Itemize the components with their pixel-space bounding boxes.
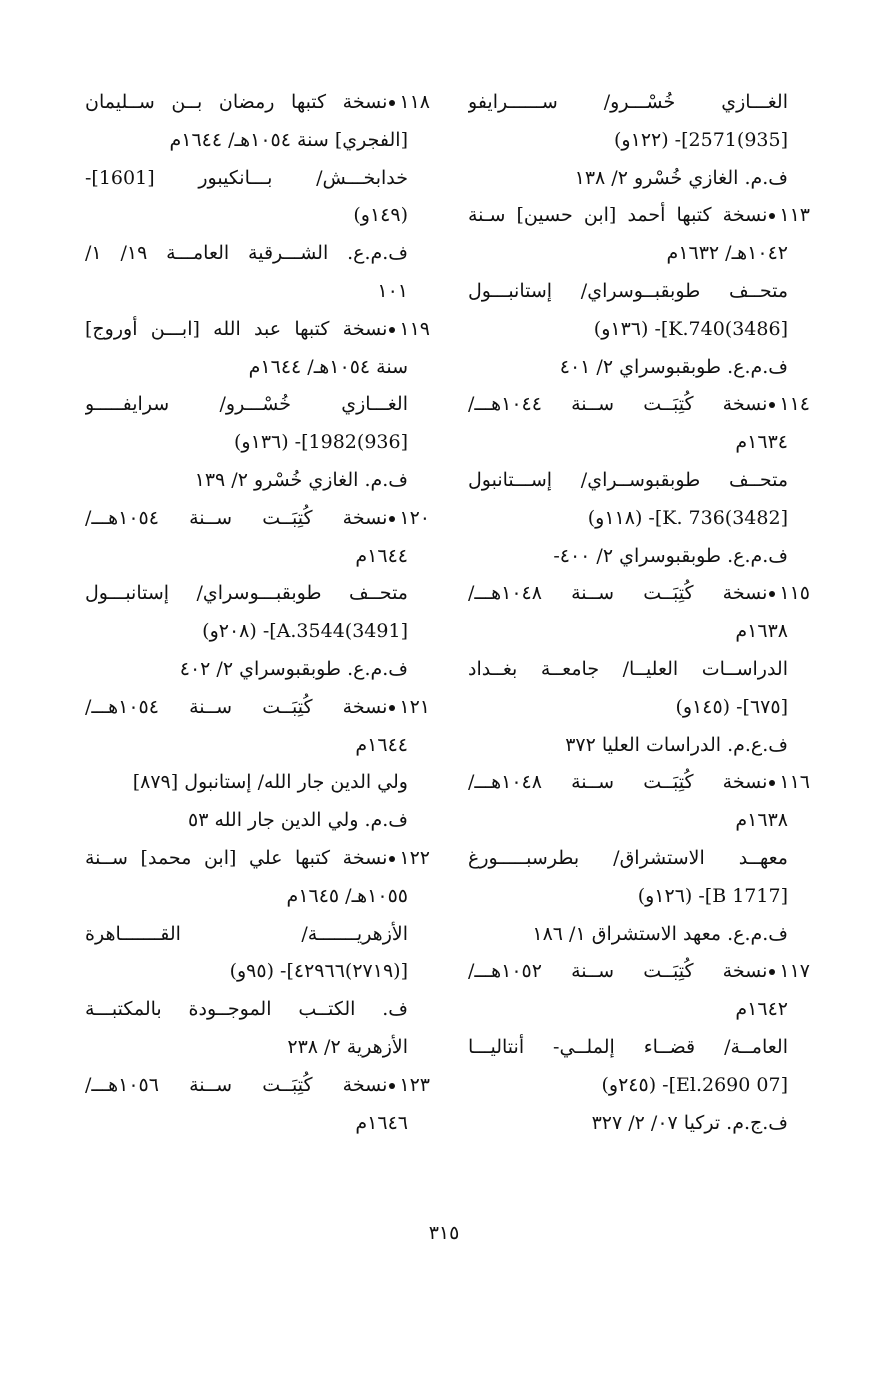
entry-line bbox=[468, 235, 810, 273]
entry-line bbox=[85, 727, 430, 765]
bullet-icon bbox=[389, 705, 395, 711]
entry-text: ١٦٤٢م bbox=[735, 998, 788, 1021]
entry-text: نسخة كُتِبَــت ســنة ١٠٥٤هـــ/ bbox=[85, 506, 388, 529]
entry-text: نسخة كُتِبَــت ســنة ١٠٥٦هـــ/ bbox=[85, 1073, 388, 1096]
bullet-icon bbox=[769, 402, 775, 408]
entry-start-line bbox=[468, 575, 810, 613]
entry-number: ١١٩ bbox=[399, 317, 430, 340]
entry-text: ف.م.ع. معهد الاستشراق ١/ ١٨٦ bbox=[532, 922, 788, 945]
entry-line bbox=[468, 273, 810, 311]
entry-text: نسخة كتبها علي [ابن محمد] ســنة bbox=[85, 846, 388, 869]
bullet-icon bbox=[389, 856, 395, 862]
entry-text: [3491)A.3544]- (٢٠٨و) bbox=[202, 620, 408, 643]
entry-text: ١٦٤٤م bbox=[355, 733, 408, 756]
entry-text: [3486)K.740]- (١٣٦و) bbox=[593, 317, 788, 340]
entry-text: نسخة كُتِبَــت ســنة ١٠٤٤هـــ/ bbox=[468, 393, 768, 416]
entry-text: نسخة كُتِبَــت ســنة ١٠٥٤هـــ/ bbox=[85, 695, 388, 718]
bullet-icon bbox=[769, 780, 775, 786]
entry-text: الدراســات العليــا/ جامعــة بغــداد bbox=[468, 657, 788, 680]
bullet-icon bbox=[389, 516, 395, 522]
entry-start-line bbox=[468, 764, 810, 802]
entry-line bbox=[468, 462, 810, 500]
entry-text: العامــة/ قضــاء إلملــي- أنتاليـــا bbox=[468, 1035, 788, 1058]
entry-line bbox=[468, 840, 810, 878]
entry-text: [935)2571]- (١٢٢و) bbox=[614, 128, 788, 151]
entry-text: ف.م.ع. طوبقبوسراي ٢/ ٤٠٢ bbox=[179, 657, 408, 680]
entry-text: متحــف طوبقبـــوسراي/ إستانبـــول bbox=[85, 582, 408, 605]
entry-start-line bbox=[85, 311, 430, 349]
entry-text: ف.م. ولي الدين جار الله ٥٣ bbox=[187, 809, 408, 832]
entry-line bbox=[85, 651, 430, 689]
entry-text: [B 1717]- (١٢٦و) bbox=[637, 884, 788, 907]
entry-line bbox=[468, 122, 810, 160]
entry-text: (١٤٩و) bbox=[353, 204, 408, 227]
entry-text: [3482)K. 736]- (١١٨و) bbox=[587, 506, 788, 529]
entry-line bbox=[468, 538, 810, 576]
entry-text: ف.ج.م. تركيا ٠٧/ ٢/ ٣٢٧ bbox=[591, 1111, 788, 1134]
entry-line bbox=[468, 1029, 810, 1067]
entry-text: [07 El.2690]- (٢٤٥و) bbox=[601, 1073, 788, 1096]
entry-text: الأزهريـــــــة/ القـــــــاهرة bbox=[85, 922, 408, 945]
entry-line bbox=[468, 311, 810, 349]
entry-text: نسخة كُتِبَــت ســنة ١٠٤٨هـــ/ bbox=[468, 771, 768, 794]
entry-start-line bbox=[85, 500, 430, 538]
entry-text: خدابخـــش/ بـــانكيبور [1601]- bbox=[85, 166, 408, 189]
entry-line bbox=[468, 727, 810, 765]
entry-text: ١٦٣٨م bbox=[735, 620, 788, 643]
entry-line bbox=[468, 991, 810, 1029]
entry-text: ١٦٤٤م bbox=[355, 544, 408, 567]
entry-start-line bbox=[85, 689, 430, 727]
entry-text: ف.م.ع. طوبقبوسراي ٢/ ٤٠٠- bbox=[553, 544, 788, 567]
entry-text: [الفجري] سنة ١٠٥٤هـ/ ١٦٤٤م bbox=[169, 128, 408, 151]
entry-line bbox=[85, 916, 430, 954]
entry-text: ١٠٥٥هـ/ ١٦٤٥م bbox=[286, 884, 408, 907]
entry-text: الغـــازي خُسْـــرو/ سرايفـــــو bbox=[85, 393, 408, 416]
entry-text: متحــف طوبقبــوسراي/ إستانبـــول bbox=[468, 279, 788, 302]
entry-text: [٦٧٥]- (١٤٥و) bbox=[675, 695, 788, 718]
bullet-icon bbox=[769, 969, 775, 975]
entry-text: معهــد الاستشراق/ بطرسبـــــورغ bbox=[468, 846, 788, 869]
entry-number: ١٢٣ bbox=[399, 1073, 430, 1096]
entry-text: ف.م.ع. الشـــرقية العامـــة ١٩/ ١/ bbox=[85, 242, 408, 265]
right-column bbox=[468, 84, 810, 1142]
entry-text: نسخة كُتِبَــت ســنة ١٠٤٨هـــ/ bbox=[468, 582, 768, 605]
bullet-icon bbox=[389, 1083, 395, 1089]
entry-number: ١٢٠ bbox=[399, 506, 430, 529]
entry-number: ١١٨ bbox=[399, 91, 430, 113]
entry-line bbox=[85, 235, 430, 273]
entry-line bbox=[85, 878, 430, 916]
entry-text: ١٦٣٤م bbox=[735, 431, 788, 454]
entry-number: ١١٤ bbox=[779, 393, 810, 416]
entry-text: [936)1982]- (١٣٦و) bbox=[234, 431, 408, 454]
entry-line bbox=[85, 1105, 430, 1143]
entry-line bbox=[85, 197, 430, 235]
bullet-icon bbox=[389, 327, 395, 333]
entry-line bbox=[468, 160, 810, 198]
entry-line bbox=[85, 273, 430, 311]
entry-line bbox=[85, 349, 430, 387]
entry-text: ١٠٤٢هـ/ ١٦٣٢م bbox=[666, 242, 788, 265]
bullet-icon bbox=[389, 100, 395, 106]
entry-start-line bbox=[468, 953, 810, 991]
entry-text: ف.ع.م. الدراسات العليا ٣٧٢ bbox=[565, 733, 788, 756]
entry-line bbox=[85, 160, 430, 198]
entry-line bbox=[85, 953, 430, 991]
entry-text: نسخة كتبها أحمد [ابن حسين] سـنة bbox=[468, 204, 768, 227]
entry-line bbox=[468, 613, 810, 651]
entry-text: ١٦٤٦م bbox=[355, 1111, 408, 1134]
entry-text: ف.م. الغازي خُسْرو ٢/ ١٣٩ bbox=[194, 468, 408, 491]
entry-line bbox=[85, 462, 430, 500]
entry-number: ١١٧ bbox=[779, 960, 810, 983]
entry-number: ١٢٢ bbox=[399, 846, 430, 869]
entry-text: ١٠١ bbox=[377, 279, 408, 302]
entry-line bbox=[468, 916, 810, 954]
entry-line bbox=[85, 122, 430, 160]
entry-line bbox=[85, 575, 430, 613]
entry-line bbox=[85, 386, 430, 424]
page-number: ٣١٥ bbox=[428, 1222, 460, 1244]
entry-text: متحــف طوبقبوســراي/ إســـتانبول bbox=[468, 468, 788, 491]
entry-line bbox=[468, 424, 810, 462]
entry-line bbox=[85, 802, 430, 840]
entry-text: نسخة كُتِبَــت ســنة ١٠٥٢هـــ/ bbox=[468, 960, 768, 983]
entry-number: ١١٥ bbox=[779, 582, 810, 605]
entry-text: سنة ١٠٥٤هـ/ ١٦٤٤م bbox=[248, 355, 408, 378]
entry-text: ولي الدين جار الله/ إستانبول [٨٧٩] bbox=[132, 771, 408, 794]
entry-line bbox=[85, 1029, 430, 1067]
entry-line bbox=[468, 1105, 810, 1143]
entry-line bbox=[468, 349, 810, 387]
entry-line bbox=[468, 689, 810, 727]
entry-number: ١١٦ bbox=[779, 771, 810, 794]
entry-line bbox=[85, 424, 430, 462]
entry-text: ف.م. الغازي خُسْرو ٢/ ١٣٨ bbox=[574, 166, 788, 189]
entry-text: ف.م.ع. طوبقبوسراي ٢/ ٤٠١ bbox=[559, 355, 788, 378]
left-column bbox=[85, 84, 430, 1142]
entry-number: ١١٣ bbox=[779, 204, 810, 227]
entry-line bbox=[85, 991, 430, 1029]
entry-line bbox=[468, 802, 810, 840]
entry-start-line bbox=[468, 197, 810, 235]
entry-text: الأزهرية ٢/ ٢٣٨ bbox=[287, 1035, 408, 1058]
entry-line bbox=[468, 1067, 810, 1105]
entry-text: ف. الكتــب الموجــودة بالمكتبـــة bbox=[85, 998, 408, 1021]
entry-line bbox=[85, 764, 430, 802]
entry-start-line bbox=[85, 840, 430, 878]
entry-line bbox=[85, 538, 430, 576]
entry-line bbox=[468, 878, 810, 916]
entry-number: ١٢١ bbox=[399, 695, 430, 718]
entry-line bbox=[85, 613, 430, 651]
bullet-icon bbox=[769, 213, 775, 219]
entry-text: [(٢٧١٩)٤٢٩٦٦]- (٩٥و) bbox=[229, 960, 408, 983]
entry-start-line bbox=[468, 386, 810, 424]
entry-start-line bbox=[85, 84, 430, 122]
entry-text: الغـــازي خُسْـــرو/ ســــــرايفو bbox=[468, 91, 788, 113]
entry-text: نسخة كتبها رمضان بــن ســليمان bbox=[85, 91, 388, 113]
entry-line bbox=[468, 84, 810, 122]
entry-start-line bbox=[85, 1067, 430, 1105]
entry-line bbox=[468, 651, 810, 689]
entry-line bbox=[468, 500, 810, 538]
entry-text: نسخة كتبها عبد الله [ابـــن أوروج] bbox=[85, 317, 388, 340]
entry-text: ١٦٣٨م bbox=[735, 809, 788, 832]
bullet-icon bbox=[769, 591, 775, 597]
